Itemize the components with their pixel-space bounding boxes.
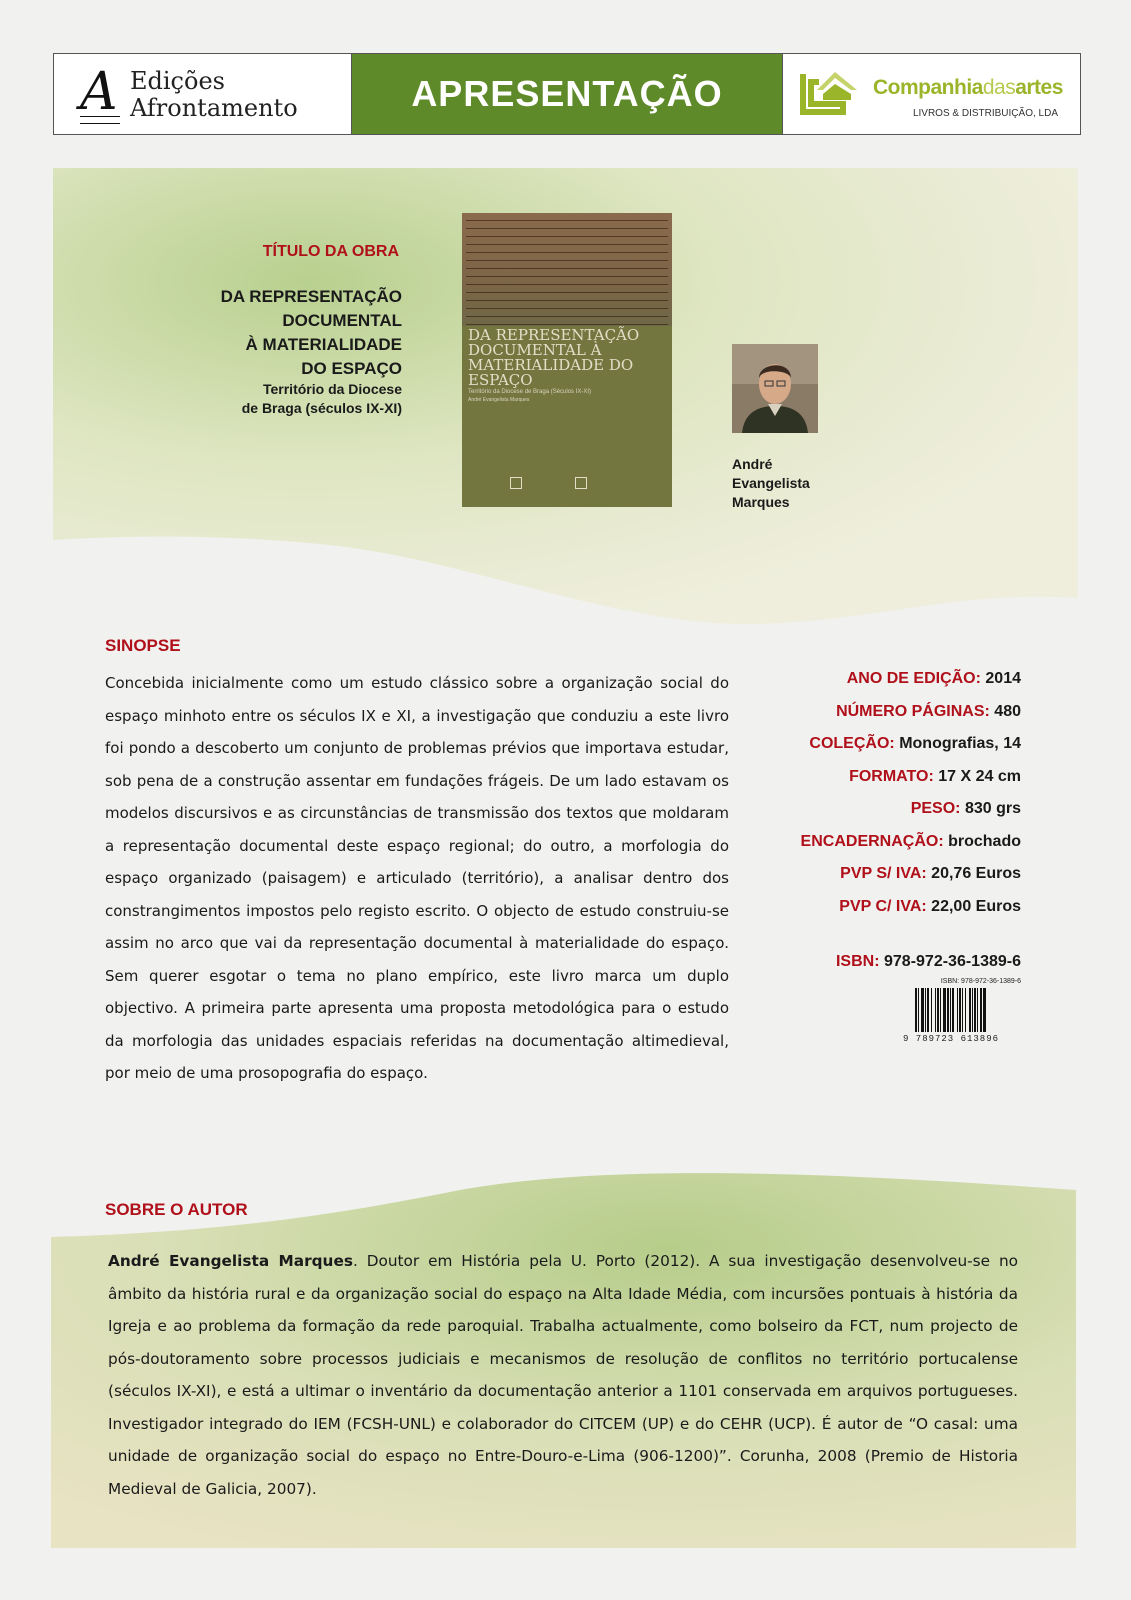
autor-text [108,1245,1018,1505]
autor-bio: . Doutor em História pela U. Porto (2012). A sua investigação desenvolveu-se no âmbito da história rural e da organização social do espaço na Alta Idade Média, com incursões pontuais à história da Igreja e ao problema da formação da rede paroquial. Trabalha actualmente, como bolseiro da FCT, num projecto de pós-doutoramento sobre processos judiciais e mecanismos de resolução de conflitos no território portucalense (séculos IX-XI), e está a ultimar o inventário da documentação anterior a 1101 conservada em arquivos portugueses. Investigador integrado do IEM (FCSH-UNL) e colaborador do CITCEM (UP) e do CEHR (UCP). É autor de “O casal: uma unidade de organização social do espaço no Entre-Douro-e-Lima (906-1200)”. Corunha, 2008 (Premio de Historia Medieval de Galicia, 2007). [108,1252,1018,1498]
obra-title: DA REPRESENTAÇÃO DOCUMENTAL À MATERIALIDADE DO ESPAÇO [220,287,402,378]
distributor-logo[interactable] [782,54,1080,134]
sinopse-text: Concebida inicialmente como um estudo clássico sobre a organização social do espaço minhoto entre os séculos IX e XI, a investigação que conduziu a este livro foi pondo a descoberto um conjunto de problemas prévios que importava estudar, sob pena de a construção assentar em fundações frágeis. De um lado estavam os modelos discursivos e as circunstâncias de transmissão dos textos que moldaram a representação documental deste espaço regional; do outro, a morfologia do espaço organizado (paisagem) e articulado (território), a analisar dentro dos constrangimentos impostos pelo registo escrito. O objecto de estudo construiu-se assim no arco que vai da representação documental à materialidade do espaço. Sem querer esgotar o tema no plano empírico, este livro marca um duplo objectivo. A primeira parte apresenta uma proposta metodológica para o estudo da morfologia das unidades espaciais referidas na documentação altimedieval, por meio de uma prosopografia do espaço. [105,674,729,1082]
barcode-digits: 9 789723 613896 [903,1034,1000,1044]
cover-manuscript-image [462,213,672,326]
spec-row: PESO: 830 grs [910,800,1021,817]
autor-heading: SOBRE O AUTOR [105,1200,248,1219]
spec-row: ANO DE EDIÇÃO: 2014 [846,670,1021,687]
author-caption: André Evangelista Marques [732,456,810,510]
cover-logo-icon [510,477,522,489]
spec-row: ENCADERNAÇÃO: brochado [800,832,1021,850]
publisher-logo[interactable] [54,54,352,134]
spec-row: NÚMERO PÁGINAS: 480 [836,702,1021,720]
distributor-subtitle: LIVROS & DISTRIBUIÇÃO, LDA [912,108,1058,119]
obra-subtitle: Território da Diocese de Braga (séculos IX-XI) [241,381,402,416]
autor-name: André Evangelista Marques [108,1252,353,1270]
obra-label: TÍTULO DA OBRA [262,243,399,260]
spec-row: FORMATO: 17 X 24 cm [849,767,1021,785]
house-book-icon [799,64,859,120]
sinopse-heading: SINOPSE [105,636,181,655]
author-photo [732,344,818,433]
publisher-mark-lines [80,116,120,124]
header [53,53,1081,135]
cover-title: DA REPRESENTAÇÃO DOCUMENTAL À MATERIALIDADE DO ESPAÇO [468,326,640,389]
book-cover [462,213,672,507]
cover-logo-icon [575,477,587,489]
book-specs [801,670,1021,930]
barcode-top-label: ISBN: 978-972-36-1389-6 [940,978,1021,985]
isbn: ISBN: 978-972-36-1389-6 [835,953,1021,970]
spec-row: PVP S/ IVA: 20,76 Euros [840,865,1021,882]
cover-author: André Evangelista Marques [468,397,530,403]
author-portrait-image [732,344,818,433]
publisher-name-line1: Edições [130,67,225,95]
barcode [903,978,1021,1044]
spec-row: COLEÇÃO: Monografias, 14 [809,735,1021,752]
page-title: APRESENTAÇÃO [352,54,782,134]
distributor-name: Companhiadasartes [873,76,1063,99]
publisher-name-line2: Afrontamento [130,94,298,122]
barcode-icon [915,988,1019,1032]
publisher-mark-icon: A [80,62,118,122]
cover-subtitle: Território da Diocese de Braga (Séculos IX-XI) [468,389,592,395]
spec-row: PVP C/ IVA: 22,00 Euros [839,897,1021,915]
